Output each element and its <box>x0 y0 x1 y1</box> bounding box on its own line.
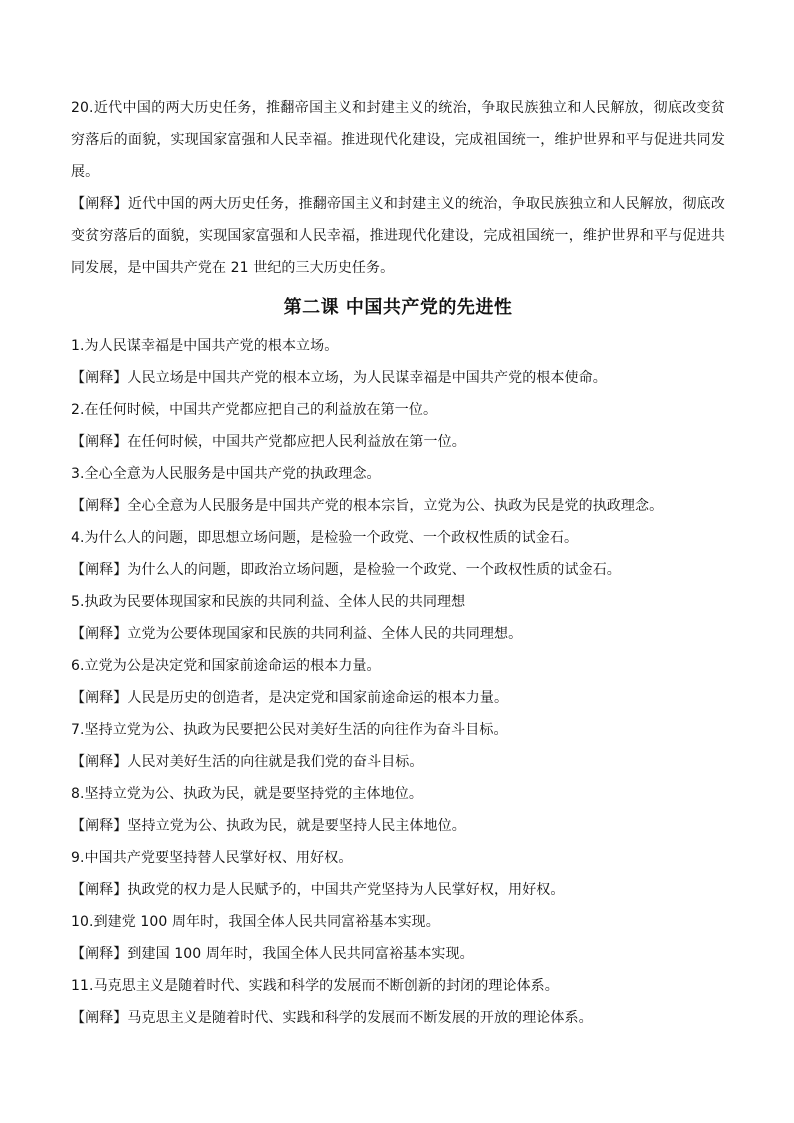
item-explanation: 【阐释】人民立场是中国共产党的根本立场，为人民谋幸福是中国共产党的根本使命。 <box>71 370 607 386</box>
item-statement: 6.立党为公是决定党和国家前途命运的根本力量。 <box>71 658 381 674</box>
item-statement: 4.为什么人的问题，即思想立场问题，是检验一个政党、一个政权性质的试金石。 <box>71 530 579 546</box>
item-statement: 7.坚持立党为公、执政为民要把公民对美好生活的向往作为奋斗目标。 <box>71 722 508 738</box>
item-statement: 9.中国共产党要坚持替人民掌好权、用好权。 <box>71 850 353 866</box>
item-explanation: 【阐释】为什么人的问题，即政治立场问题，是检验一个政党、一个政权性质的试金石。 <box>71 562 621 578</box>
item-explanation: 【阐释】马克思主义是随着时代、实践和科学的发展而不断发展的开放的理论体系。 <box>71 1010 593 1026</box>
item-explanation: 【阐释】在任何时候，中国共产党都应把人民利益放在第一位。 <box>71 434 466 450</box>
item-explanation: 【阐释】人民对美好生活的向往就是我们党的奋斗目标。 <box>71 754 424 770</box>
qa-list <box>71 330 725 1034</box>
item-explanation: 【阐释】人民是历史的创造者，是决定党和国家前途命运的根本力量。 <box>71 690 509 706</box>
item-statement: 1.为人民谋幸福是中国共产党的根本立场。 <box>71 338 339 354</box>
item-explanation: 【阐释】到建国 100 周年时，我国全体人民共同富裕基本实现。 <box>71 946 474 962</box>
item-statement: 10.到建党 100 周年时，我国全体人民共同富裕基本实现。 <box>71 914 440 930</box>
item-explanation: 【阐释】坚持立党为公、执政为民，就是要坚持人民主体地位。 <box>71 818 466 834</box>
item-statement: 3.全心全意为人民服务是中国共产党的执政理念。 <box>71 466 381 482</box>
item-explanation: 【阐释】全心全意为人民服务是中国共产党的根本宗旨，立党为公、执政为民是党的执政理念。 <box>71 498 664 514</box>
item-statement: 5.执政为民要体现国家和民族的共同利益、全体人民的共同理想 <box>71 594 466 610</box>
document-page <box>71 92 725 1034</box>
item-explanation: 【阐释】立党为公要体现国家和民族的共同利益、全体人民的共同理想。 <box>71 626 523 642</box>
intro-statement: 20.近代中国的两大历史任务，推翻帝国主义和封建主义的统治，争取民族独立和人民解放，彻底改变贫穷落后的面貌，实现国家富强和人民幸福。推进现代化建设，完成祖国统一，维护世界和平与促进共同发展。 <box>71 100 725 180</box>
item-statement: 8.坚持立党为公、执政为民，就是要坚持党的主体地位。 <box>71 786 423 802</box>
item-explanation: 【阐释】执政党的权力是人民赋予的，中国共产党坚持为人民掌好权，用好权。 <box>71 882 565 898</box>
item-statement: 2.在任何时候，中国共产党都应把自己的利益放在第一位。 <box>71 402 438 418</box>
lesson-title: 第二课 中国共产党的先进性 <box>283 297 513 318</box>
item-statement: 11.马克思主义是随着时代、实践和科学的发展而不断创新的封闭的理论体系。 <box>71 978 559 994</box>
intro-explanation: 【阐释】近代中国的两大历史任务，推翻帝国主义和封建主义的统治，争取民族独立和人民解放，彻底改变贫穷落后的面貌，实现国家富强和人民幸福，推进现代化建设，完成祖国统一，维护世界和平与促进共同发展，是中国共产党在 21 世纪的三大历史任务。 <box>71 196 725 276</box>
